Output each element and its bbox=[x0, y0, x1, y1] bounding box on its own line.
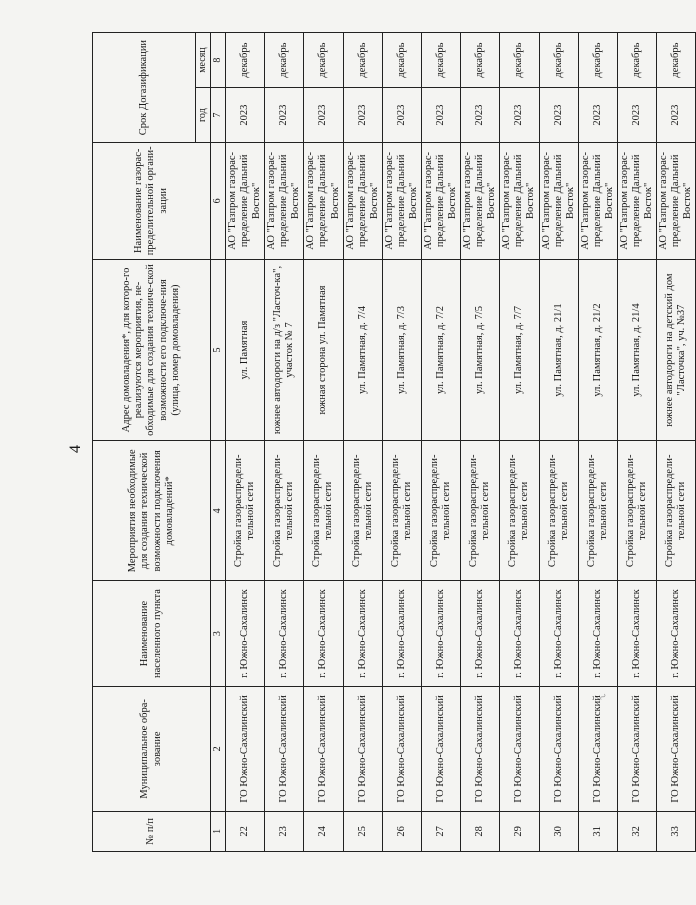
row-number-cell: 33 bbox=[657, 811, 696, 851]
header-num: № п/п bbox=[93, 811, 211, 851]
address-cell: ул. Памятная, д. 7/4 bbox=[343, 259, 382, 441]
year-cell: 2023 bbox=[265, 88, 304, 143]
year-cell: 2023 bbox=[657, 88, 696, 143]
municipality-cell: ГО Южно-Сахалинский bbox=[226, 686, 265, 811]
settlement-cell: г. Южно-Сахалинск bbox=[657, 581, 696, 687]
header-year: год bbox=[196, 88, 211, 143]
month-cell: декабрь bbox=[617, 33, 656, 88]
row-number-cell: 25 bbox=[343, 811, 382, 851]
municipality-cell: ГО Южно-Сахалинский bbox=[265, 686, 304, 811]
settlement-cell: г. Южно-Сахалинск bbox=[343, 581, 382, 687]
row-number-cell: 26 bbox=[382, 811, 421, 851]
org-cell: АО "Газпром газорас-пределение Дальний Восток" bbox=[382, 143, 421, 259]
address-cell: ул. Памятная, д. 7/7 bbox=[500, 259, 539, 441]
address-cell: ул. Памятная bbox=[226, 259, 265, 441]
col-index: 7 bbox=[211, 88, 226, 143]
address-cell: ул. Памятная, д. 21/2 bbox=[578, 259, 617, 441]
year-cell: 2023 bbox=[421, 88, 460, 143]
municipality-cell: ГО Южно-Сахалинский bbox=[421, 686, 460, 811]
table-row bbox=[265, 33, 304, 852]
address-cell: ул. Памятная, д. 7/5 bbox=[461, 259, 500, 441]
address-cell: ул. Памятная, д. 7/2 bbox=[421, 259, 460, 441]
table-row bbox=[657, 33, 696, 852]
col-index: 5 bbox=[211, 259, 226, 441]
measures-cell: Стройка газораспредели-тельной сети bbox=[304, 441, 343, 581]
header-deadline: Срок Догазификации bbox=[93, 33, 196, 143]
month-cell: декабрь bbox=[500, 33, 539, 88]
org-cell: АО "Газпром газорас-пределение Дальний Восток" bbox=[226, 143, 265, 259]
settlement-cell: г. Южно-Сахалинск bbox=[226, 581, 265, 687]
page-number: 4 bbox=[67, 445, 84, 453]
measures-cell: Стройка газораспредели-тельной сети bbox=[382, 441, 421, 581]
year-cell: 2023 bbox=[578, 88, 617, 143]
row-number-cell: 29 bbox=[500, 811, 539, 851]
settlement-cell: г. Южно-Сахалинск bbox=[500, 581, 539, 687]
table-row bbox=[226, 33, 265, 852]
address-cell: южная сторона ул. Памятная bbox=[304, 259, 343, 441]
month-cell: декабрь bbox=[578, 33, 617, 88]
measures-cell: Стройка газораспредели-тельной сети bbox=[500, 441, 539, 581]
address-cell: ул. Памятная, д. 7/3 bbox=[382, 259, 421, 441]
measures-cell: Стройка газораспредели-тельной сети bbox=[539, 441, 578, 581]
year-cell: 2023 bbox=[500, 88, 539, 143]
row-number-cell: 23 bbox=[265, 811, 304, 851]
header-month: месяц bbox=[196, 33, 211, 88]
header-org: Наименование газорас-пределительной органи-зации bbox=[93, 143, 211, 259]
measures-cell: Стройка газораспредели-тельной сети bbox=[617, 441, 656, 581]
header-measures: Мероприятия необходимые для создания технической возможности подключения домовладений* bbox=[93, 441, 211, 581]
org-cell: АО "Газпром газорас-пределение Дальний Восток" bbox=[461, 143, 500, 259]
address-cell: южнее автодороги на детский дом "Ласточка", уч. №37 bbox=[657, 259, 696, 441]
org-cell: АО "Газпром газорас-пределение Дальний Восток" bbox=[500, 143, 539, 259]
settlement-cell: г. Южно-Сахалинск bbox=[617, 581, 656, 687]
org-cell: АО "Газпром газорас-пределение Дальний Восток" bbox=[617, 143, 656, 259]
measures-cell: Стройка газораспредели-тельной сети bbox=[265, 441, 304, 581]
org-cell: АО "Газпром газорас-пределение Дальний Восток" bbox=[578, 143, 617, 259]
col-index: 3 bbox=[211, 581, 226, 687]
row-number-cell: 28 bbox=[461, 811, 500, 851]
month-cell: декабрь bbox=[265, 33, 304, 88]
org-cell: АО "Газпром газорас-пределение Дальний Восток" bbox=[657, 143, 696, 259]
month-cell: декабрь bbox=[657, 33, 696, 88]
col-index: 8 bbox=[211, 33, 226, 88]
table-body bbox=[226, 33, 696, 852]
col-index: 1 bbox=[211, 811, 226, 851]
municipality-cell: ГО Южно-Сахалинский bbox=[500, 686, 539, 811]
municipality-cell: ГО Южно-Сахалинский bbox=[617, 686, 656, 811]
table-row bbox=[382, 33, 421, 852]
table-row bbox=[500, 33, 539, 852]
year-cell: 2023 bbox=[304, 88, 343, 143]
address-cell: южнее автодороги на д/з "Ласточ-ка", участок № 7 bbox=[265, 259, 304, 441]
measures-cell: Стройка газораспредели-тельной сети bbox=[226, 441, 265, 581]
column-index-row bbox=[211, 33, 226, 852]
col-index: 6 bbox=[211, 143, 226, 259]
org-cell: АО "Газпром газорас-пределение Дальний Восток" bbox=[343, 143, 382, 259]
pen-mark: ~ bbox=[595, 689, 612, 706]
table-row bbox=[343, 33, 382, 852]
measures-cell: Стройка газораспредели-тельной сети bbox=[578, 441, 617, 581]
address-cell: ул. Памятная, д. 21/4 bbox=[617, 259, 656, 441]
table-row bbox=[461, 33, 500, 852]
org-cell: АО "Газпром газорас-пределение Дальний Восток" bbox=[304, 143, 343, 259]
municipality-cell: ГО Южно-Сахалинский bbox=[382, 686, 421, 811]
settlement-cell: г. Южно-Сахалинск bbox=[265, 581, 304, 687]
month-cell: декабрь bbox=[461, 33, 500, 88]
row-number-cell: 32 bbox=[617, 811, 656, 851]
table-row bbox=[578, 33, 617, 852]
municipality-cell: ГО Южно-Сахалинский bbox=[304, 686, 343, 811]
measures-cell: Стройка газораспредели-тельной сети bbox=[657, 441, 696, 581]
measures-cell: Стройка газораспредели-тельной сети bbox=[421, 441, 460, 581]
row-number-cell: 31 bbox=[578, 811, 617, 851]
municipality-cell: ГО Южно-Сахалинский bbox=[539, 686, 578, 811]
year-cell: 2023 bbox=[226, 88, 265, 143]
year-cell: 2023 bbox=[343, 88, 382, 143]
measures-cell: Стройка газораспредели-тельной сети bbox=[343, 441, 382, 581]
year-cell: 2023 bbox=[539, 88, 578, 143]
row-number-cell: 27 bbox=[421, 811, 460, 851]
address-cell: ул. Памятная, д. 21/1 bbox=[539, 259, 578, 441]
month-cell: декабрь bbox=[382, 33, 421, 88]
table-row bbox=[421, 33, 460, 852]
table-row bbox=[617, 33, 656, 852]
month-cell: декабрь bbox=[421, 33, 460, 88]
gasification-table bbox=[92, 32, 696, 852]
org-cell: АО "Газпром газорас-пределение Дальний Восток" bbox=[421, 143, 460, 259]
table-container bbox=[92, 32, 694, 852]
month-cell: декабрь bbox=[343, 33, 382, 88]
municipality-cell: ГО Южно-Сахалинский bbox=[657, 686, 696, 811]
settlement-cell: г. Южно-Сахалинск bbox=[304, 581, 343, 687]
table-row bbox=[539, 33, 578, 852]
header-settlement: Наименование населенного пункта bbox=[93, 581, 211, 687]
row-number-cell: 30 bbox=[539, 811, 578, 851]
row-number-cell: 24 bbox=[304, 811, 343, 851]
col-index: 2 bbox=[211, 686, 226, 811]
header-address: Адрес домовладения*, для которо-го реализуются мероприятия, не-обходимые для создания техниче-ской возможности его подключе-ния (улица, номер домовладения) bbox=[93, 259, 211, 441]
measures-cell: Стройка газораспредели-тельной сети bbox=[461, 441, 500, 581]
year-cell: 2023 bbox=[382, 88, 421, 143]
settlement-cell: г. Южно-Сахалинск bbox=[578, 581, 617, 687]
col-index: 4 bbox=[211, 441, 226, 581]
table-row bbox=[304, 33, 343, 852]
year-cell: 2023 bbox=[461, 88, 500, 143]
row-number-cell: 22 bbox=[226, 811, 265, 851]
month-cell: декабрь bbox=[539, 33, 578, 88]
year-cell: 2023 bbox=[617, 88, 656, 143]
municipality-cell: ГО Южно-Сахалинский bbox=[461, 686, 500, 811]
settlement-cell: г. Южно-Сахалинск bbox=[421, 581, 460, 687]
municipality-cell: ГО Южно-Сахалинский bbox=[578, 686, 617, 811]
month-cell: декабрь bbox=[304, 33, 343, 88]
settlement-cell: г. Южно-Сахалинск bbox=[382, 581, 421, 687]
org-cell: АО "Газпром газорас-пределение Дальний Восток" bbox=[265, 143, 304, 259]
municipality-cell: ГО Южно-Сахалинский bbox=[343, 686, 382, 811]
month-cell: декабрь bbox=[226, 33, 265, 88]
settlement-cell: г. Южно-Сахалинск bbox=[461, 581, 500, 687]
org-cell: АО "Газпром газорас-пределение Дальний Восток" bbox=[539, 143, 578, 259]
header-row bbox=[93, 33, 196, 852]
settlement-cell: г. Южно-Сахалинск bbox=[539, 581, 578, 687]
header-municipality: Муниципальное обра-зование bbox=[93, 686, 211, 811]
